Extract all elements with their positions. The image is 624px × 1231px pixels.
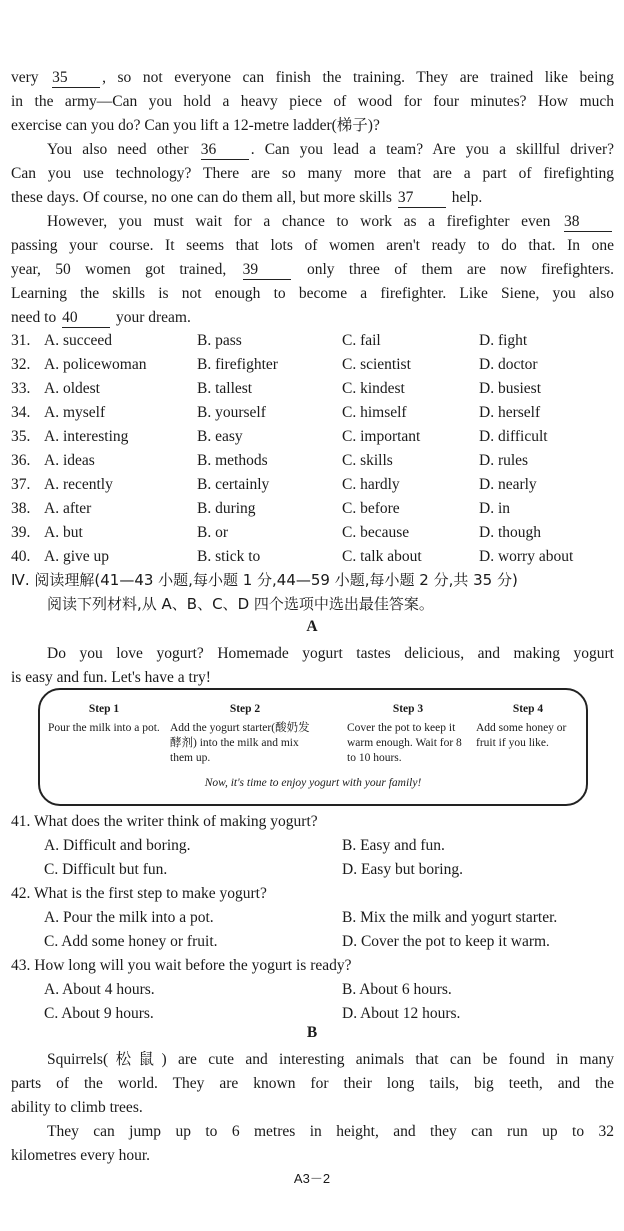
option-c: C. hardly (342, 476, 400, 493)
option-c: C. important (342, 428, 421, 445)
step-3 (347, 702, 469, 766)
option-b: B. firefighter (197, 356, 278, 373)
question-number: 37. (11, 476, 31, 493)
question-number: 38. (11, 500, 31, 517)
choice-d (11, 858, 614, 882)
passage-line: need to 40 your dream. (11, 309, 191, 326)
option-row (11, 377, 614, 401)
option-b: B. certainly (197, 476, 270, 493)
section-heading: Ⅳ. 阅读理解(41—43 小题,每小题 1 分,44—59 小题,每小题 2 分,共 35 分) (11, 571, 518, 589)
choice-b (11, 906, 614, 930)
page-number: A3－2 (293, 1171, 331, 1186)
passage-line: very 35 , so not everyone can finish the training. They are trained like being (11, 69, 614, 86)
option-d: D. nearly (479, 476, 537, 493)
choice-b-text: B. About 6 hours. (342, 981, 452, 998)
option-c: C. kindest (342, 380, 405, 397)
option-a: A. myself (44, 404, 106, 421)
passage-line: passing your course. It seems that lots of women aren't ready to do that. In one (11, 237, 614, 254)
answer-blank: 35 (52, 69, 100, 88)
option-row (11, 497, 614, 521)
question-stem (11, 882, 614, 906)
option-c: C. skills (342, 452, 393, 469)
passage-b-line: ability to climb trees. (11, 1099, 143, 1116)
question-number: 32. (11, 356, 31, 373)
question-stem-text: 41. What does the writer think of making yogurt? (11, 813, 318, 830)
option-b: B. methods (197, 452, 268, 469)
option-c: C. talk about (342, 548, 422, 565)
choice-d (11, 930, 614, 954)
option-c: C. scientist (342, 356, 411, 373)
question-stem (11, 954, 614, 978)
choice-d-text: D. Easy but boring. (342, 861, 463, 878)
option-a: A. interesting (44, 428, 129, 445)
option-row (11, 449, 614, 473)
question-number: 34. (11, 404, 31, 421)
choice-b (11, 834, 614, 858)
step-title: Step 1 (88, 703, 120, 715)
choice-b (11, 978, 614, 1002)
choice-a-text: A. Difficult and boring. (44, 837, 191, 854)
option-d: D. though (479, 524, 541, 541)
step-body: Pour the milk into a pot. (48, 722, 160, 734)
section-instruction: 阅读下列材料,从 A、B、C、D 四个选项中选出最佳答案。 (47, 595, 434, 613)
question-number: 39. (11, 524, 31, 541)
choice-a-text: A. Pour the milk into a pot. (44, 909, 214, 926)
option-d: D. rules (479, 452, 529, 469)
step-body: Cover the pot to keep it warm enough. Wait for 8 to 10 hours. (347, 722, 462, 764)
option-a: A. but (44, 524, 83, 541)
option-a: A. ideas (44, 452, 95, 469)
option-b: B. or (197, 524, 228, 541)
passage-line: these days. Of course, no one can do them all, but more skills 37 help. (11, 189, 483, 206)
choice-c-text: C. About 9 hours. (44, 1005, 154, 1022)
choice-d (11, 1002, 614, 1026)
option-b: B. yourself (197, 404, 266, 421)
option-d: D. doctor (479, 356, 538, 373)
step-body: Add the yogurt starter(酸奶发酵剂) into the milk and mix them up. (170, 722, 310, 764)
option-b: B. tallest (197, 380, 253, 397)
choice-d-text: D. Cover the pot to keep it warm. (342, 933, 550, 950)
option-b: B. stick to (197, 548, 261, 565)
answer-blank: 39 (243, 261, 291, 280)
passage-b-line: kilometres every hour. (11, 1147, 151, 1164)
option-row (11, 353, 614, 377)
option-a: A. policewoman (44, 356, 147, 373)
option-d: D. busiest (479, 380, 541, 397)
step-title: Step 2 (229, 703, 261, 715)
passage-line: in the army—Can you hold a heavy piece of wood for four minutes? How much (11, 93, 614, 110)
answer-blank: 37 (398, 189, 446, 208)
option-a: A. give up (44, 548, 110, 565)
steps-footer: Now, it's time to enjoy yogurt with your family! (204, 777, 422, 789)
choice-c-text: C. Add some honey or fruit. (44, 933, 218, 950)
option-row (11, 521, 614, 545)
option-b: B. during (197, 500, 256, 517)
option-d: D. difficult (479, 428, 548, 445)
step-title: Step 4 (512, 703, 544, 715)
option-d: D. herself (479, 404, 541, 421)
option-row (11, 401, 614, 425)
passage-line: However, you must wait for a chance to work as a firefighter even 38 (47, 210, 614, 234)
question-stem (11, 810, 614, 834)
option-c: C. fail (342, 332, 381, 349)
question-number: 33. (11, 380, 31, 397)
passage-line: year, 50 women got trained, 39 only three of them are now firefighters. (11, 261, 614, 278)
passage-b-line: They can jump up to 6 metres in height, and they can run up to 32 (47, 1123, 614, 1140)
option-c: C. himself (342, 404, 407, 421)
passage-a-line: Do you love yogurt? Homemade yogurt tastes delicious, and making yogurt (47, 645, 614, 662)
option-row (11, 545, 614, 569)
step-body: Add some honey or fruit if you like. (476, 722, 567, 749)
option-c: C. because (342, 524, 410, 541)
option-c: C. before (342, 500, 400, 517)
question-number: 40. (11, 548, 31, 565)
passage-a-label: A (306, 618, 318, 635)
question-number: 35. (11, 428, 31, 445)
choice-c-text: C. Difficult but fun. (44, 861, 168, 878)
option-a: A. after (44, 500, 92, 517)
choice-b-text: B. Easy and fun. (342, 837, 445, 854)
option-row (11, 329, 614, 353)
option-b: B. easy (197, 428, 243, 445)
passage-a-line: is easy and fun. Let's have a try! (11, 669, 211, 686)
step-1 (48, 702, 160, 736)
choice-d-text: D. About 12 hours. (342, 1005, 461, 1022)
option-a: A. succeed (44, 332, 112, 349)
option-d: D. in (479, 500, 510, 517)
question-number: 36. (11, 452, 31, 469)
option-a: A. oldest (44, 380, 100, 397)
choice-b-text: B. Mix the milk and yogurt starter. (342, 909, 558, 926)
answer-blank: 40 (62, 309, 110, 328)
option-d: D. fight (479, 332, 528, 349)
answer-blank: 36 (201, 141, 249, 160)
question-number: 31. (11, 332, 31, 349)
option-a: A. recently (44, 476, 113, 493)
choice-a-text: A. About 4 hours. (44, 981, 155, 998)
option-b: B. pass (197, 332, 242, 349)
question-stem-text: 43. How long will you wait before the yogurt is ready? (11, 957, 352, 974)
question-stem-text: 42. What is the first step to make yogurt? (11, 885, 267, 902)
option-d: D. worry about (479, 548, 574, 565)
passage-line: You also need other 36 . Can you lead a team? Are you a skillful driver? (47, 141, 615, 158)
passage-line: Can you use technology? There are so many more that are a part of firefighting (11, 165, 614, 182)
option-row (11, 425, 614, 449)
option-row (11, 473, 614, 497)
step-title: Step 3 (392, 703, 424, 715)
steps-box (38, 688, 588, 806)
passage-b-line: Squirrels(松鼠) are cute and interesting animals that can be found in many (47, 1051, 614, 1068)
passage-line: Learning the skills is not enough to become a firefighter. Like Siene, you also (11, 285, 614, 302)
passage-b-label: B (306, 1024, 318, 1041)
step-2 (170, 702, 320, 766)
step-4 (476, 702, 580, 751)
answer-blank: 38 (564, 213, 612, 232)
passage-line: exercise can you do? Can you lift a 12-metre ladder(梯子)? (11, 117, 380, 134)
passage-b-line: parts of the world. They are known for their long tails, big teeth, and the (11, 1075, 614, 1092)
